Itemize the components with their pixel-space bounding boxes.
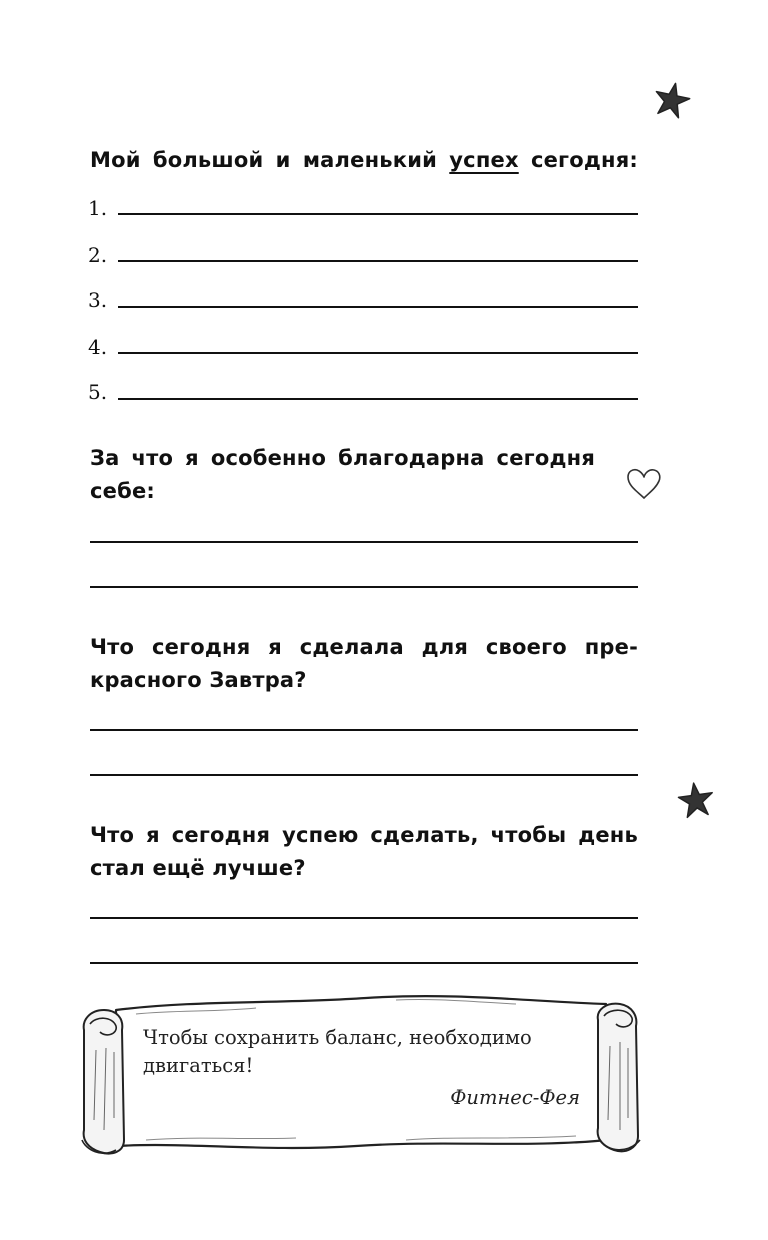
tomorrow-heading-line2: красного Завтра? [90,668,307,692]
tomorrow-heading-line1: Что сегодня я сделала для своего пре- [90,635,638,659]
quote-author: Фитнес-Фея [450,1086,580,1109]
list-number-4: 4. [88,335,108,359]
success-heading-underlined: успех [449,148,519,172]
gratitude-line-1[interactable] [90,541,638,543]
better-day-heading-cont [90,852,638,885]
success-line-3[interactable] [118,306,638,308]
star-icon [676,780,716,820]
gratitude-heading-line2: себе: [90,479,155,503]
heart-icon [624,466,664,502]
better-day-line-1[interactable] [90,917,638,919]
success-line-5[interactable] [118,398,638,400]
gratitude-line-2[interactable] [90,586,638,588]
better-day-heading-line1: Что я сегодня успею сделать, чтобы день [90,823,638,847]
tomorrow-line-1[interactable] [90,729,638,731]
list-number-3: 3. [88,288,108,312]
success-heading [90,144,638,177]
success-line-4[interactable] [118,352,638,354]
success-line-1[interactable] [118,213,638,215]
tomorrow-heading [90,631,638,664]
gratitude-heading-line1: За что я особенно благодарна сегодня [90,446,595,470]
star-icon [652,80,692,120]
list-number-1: 1. [88,196,108,220]
list-number-5: 5. [88,380,108,404]
gratitude-heading-cont [90,475,638,508]
success-heading-end: сегодня: [530,148,639,172]
list-number-2: 2. [88,243,108,267]
success-heading-start: Мой большой и маленький [90,148,438,172]
better-day-line-2[interactable] [90,962,638,964]
better-day-heading [90,819,638,852]
better-day-heading-line2: стал ещё лучше? [90,856,306,880]
tomorrow-heading-cont [90,664,638,697]
success-line-2[interactable] [118,260,638,262]
tomorrow-line-2[interactable] [90,774,638,776]
gratitude-heading [90,442,595,475]
quote-text: Чтобы сохранить баланс, необходимо двигаться! [143,1026,532,1077]
